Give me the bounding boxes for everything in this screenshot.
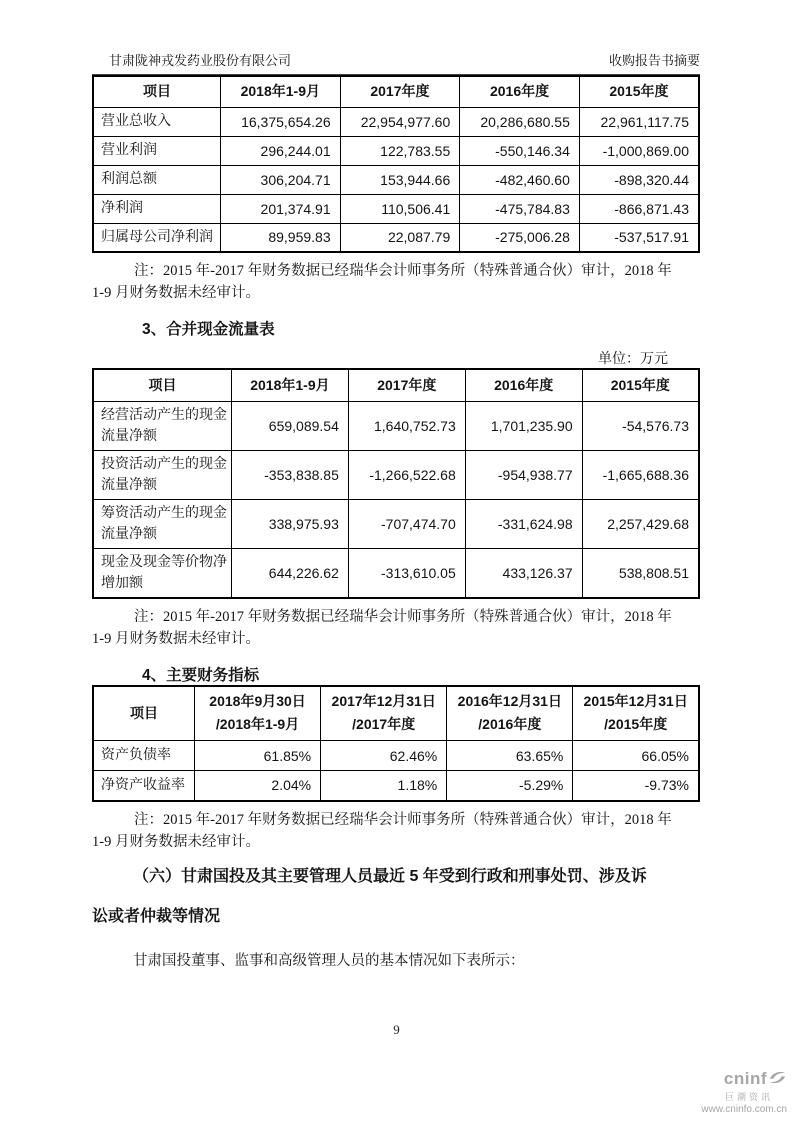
value-cell: -5.29% — [447, 771, 573, 801]
value-cell: 306,204.71 — [221, 165, 341, 194]
column-header: 2015年度 — [582, 369, 699, 401]
row-label: 净利润 — [93, 194, 221, 223]
table-row — [93, 741, 699, 771]
section-heading-line: （六）甘肃国投及其主要管理人员最近 5 年受到行政和刑事处罚、涉及诉 — [133, 867, 647, 885]
cninfo-logo-url: www.cninfo.com.cn — [701, 1104, 787, 1116]
value-cell: 2.04% — [195, 771, 321, 801]
table-header-row — [93, 686, 699, 741]
column-header: 2016年度 — [465, 369, 582, 401]
value-cell: -537,517.91 — [579, 223, 699, 252]
row-label: 筹资活动产生的现金流量净额 — [93, 499, 232, 548]
value-cell: -1,665,688.36 — [582, 450, 699, 499]
cninfo-logo-brand: cninf — [723, 1069, 767, 1089]
row-label: 经营活动产生的现金流量净额 — [93, 401, 232, 450]
column-header: 项目 — [93, 369, 232, 401]
column-header: 2015年度 — [579, 76, 699, 107]
row-label: 营业总收入 — [93, 107, 221, 136]
value-cell: 296,244.01 — [221, 136, 341, 165]
table-row — [93, 194, 699, 223]
audit-note-1 — [92, 260, 700, 304]
value-cell: -54,576.73 — [582, 401, 699, 450]
unit-label: 单位：万元 — [598, 352, 668, 367]
section-heading-line: 讼或者仲裁等情况 — [92, 907, 221, 925]
table-row — [93, 771, 699, 801]
section-heading-indicators: 4、主要财务指标 — [142, 666, 260, 684]
audit-note-3 — [92, 809, 700, 853]
value-cell: -353,838.85 — [232, 450, 349, 499]
value-cell: 22,954,977.60 — [340, 107, 460, 136]
audit-note-line: 1-9 月财务数据未经审计。 — [92, 285, 260, 301]
section-heading-cash-flow: 3、合并现金流量表 — [142, 321, 275, 338]
value-cell: 22,087.79 — [340, 223, 460, 252]
row-label: 利润总额 — [93, 165, 221, 194]
value-cell: 89,959.83 — [221, 223, 341, 252]
value-cell: -550,146.34 — [460, 136, 580, 165]
value-cell: 2,257,429.68 — [582, 499, 699, 548]
value-cell: 61.85% — [195, 741, 321, 771]
column-header: 2017年度 — [340, 76, 460, 107]
table-row — [93, 136, 699, 165]
financial-indicators-table — [92, 685, 700, 802]
value-cell: -866,871.43 — [579, 194, 699, 223]
value-cell: 201,374.91 — [221, 194, 341, 223]
header-company-name: 甘肃陇神戎发药业股份有限公司 — [109, 53, 292, 68]
cash-flow-table — [92, 368, 700, 599]
table-row — [93, 107, 699, 136]
column-header: 2016年12月31日 /2016年度 — [447, 686, 573, 741]
cninfo-swirl-icon — [768, 1068, 787, 1092]
column-header: 项目 — [93, 686, 195, 741]
table-row — [93, 499, 699, 548]
value-cell: 63.65% — [447, 741, 573, 771]
value-cell: 659,089.54 — [232, 401, 349, 450]
value-cell: -482,460.60 — [460, 165, 580, 194]
cninfo-logo-chinese: 巨潮资讯 — [724, 1091, 773, 1102]
row-label: 净资产收益率 — [93, 771, 195, 801]
audit-note-2 — [92, 606, 700, 650]
value-cell: -707,474.70 — [348, 499, 465, 548]
table-row — [93, 165, 699, 194]
value-cell: 338,975.93 — [232, 499, 349, 548]
column-header: 2018年1-9月 — [221, 76, 341, 107]
audit-note-line: 注：2015 年-2017 年财务数据已经瑞华会计师事务所（特殊普通合伙）审计，2018 年 — [134, 811, 672, 828]
table-row — [93, 548, 699, 598]
value-cell: -313,610.05 — [348, 548, 465, 598]
value-cell: -275,006.28 — [460, 223, 580, 252]
value-cell: 20,286,680.55 — [460, 107, 580, 136]
value-cell: -1,266,522.68 — [348, 450, 465, 499]
value-cell: 1.18% — [321, 771, 447, 801]
column-header: 2015年12月31日 /2015年度 — [573, 686, 699, 741]
table-header-row — [93, 76, 699, 107]
column-header: 2017年度 — [348, 369, 465, 401]
section-heading-penalties — [92, 857, 700, 937]
value-cell: 122,783.55 — [340, 136, 460, 165]
value-cell: 538,808.51 — [582, 548, 699, 598]
table-row — [93, 223, 699, 252]
audit-note-line: 注：2015 年-2017 年财务数据已经瑞华会计师事务所（特殊普通合伙）审计，2018 年 — [134, 608, 672, 625]
row-label: 归属母公司净利润 — [93, 223, 221, 252]
column-header: 2017年12月31日 /2017年度 — [321, 686, 447, 741]
page-number: 9 — [393, 1022, 400, 1037]
column-header: 2018年9月30日 /2018年1-9月 — [195, 686, 321, 741]
page-header — [92, 50, 700, 75]
header-doc-title: 收购报告书摘要 — [608, 53, 700, 68]
value-cell: -9.73% — [573, 771, 699, 801]
audit-note-line: 注：2015 年-2017 年财务数据已经瑞华会计师事务所（特殊普通合伙）审计，2018 年 — [134, 263, 672, 279]
value-cell: -1,000,869.00 — [579, 136, 699, 165]
value-cell: 1,640,752.73 — [348, 401, 465, 450]
value-cell: -954,938.77 — [465, 450, 582, 499]
row-label: 营业利润 — [93, 136, 221, 165]
column-header: 2016年度 — [460, 76, 580, 107]
value-cell: 433,126.37 — [465, 548, 582, 598]
value-cell: 153,944.66 — [340, 165, 460, 194]
row-label: 现金及现金等价物净增加额 — [93, 548, 232, 598]
column-header: 项目 — [93, 76, 221, 107]
row-label: 资产负债率 — [93, 741, 195, 771]
value-cell: -475,784.83 — [460, 194, 580, 223]
column-header: 2018年1-9月 — [232, 369, 349, 401]
value-cell: 644,226.62 — [232, 548, 349, 598]
profit-summary-table — [92, 75, 700, 253]
value-cell: 16,375,654.26 — [221, 107, 341, 136]
cninfo-logo — [701, 1068, 787, 1115]
value-cell: 110,506.41 — [340, 194, 460, 223]
value-cell: -898,320.44 — [579, 165, 699, 194]
audit-note-line: 1-9 月财务数据未经审计。 — [92, 833, 260, 850]
audit-note-line: 1-9 月财务数据未经审计。 — [92, 630, 260, 647]
table-header-row — [93, 369, 699, 401]
table-row — [93, 450, 699, 499]
row-label: 投资活动产生的现金流量净额 — [93, 450, 232, 499]
value-cell: 62.46% — [321, 741, 447, 771]
intro-paragraph: 甘肃国投董事、监事和高级管理人员的基本情况如下表所示： — [133, 952, 525, 969]
table-row — [93, 401, 699, 450]
value-cell: 22,961,117.75 — [579, 107, 699, 136]
value-cell: 1,701,235.90 — [465, 401, 582, 450]
value-cell: -331,624.98 — [465, 499, 582, 548]
value-cell: 66.05% — [573, 741, 699, 771]
